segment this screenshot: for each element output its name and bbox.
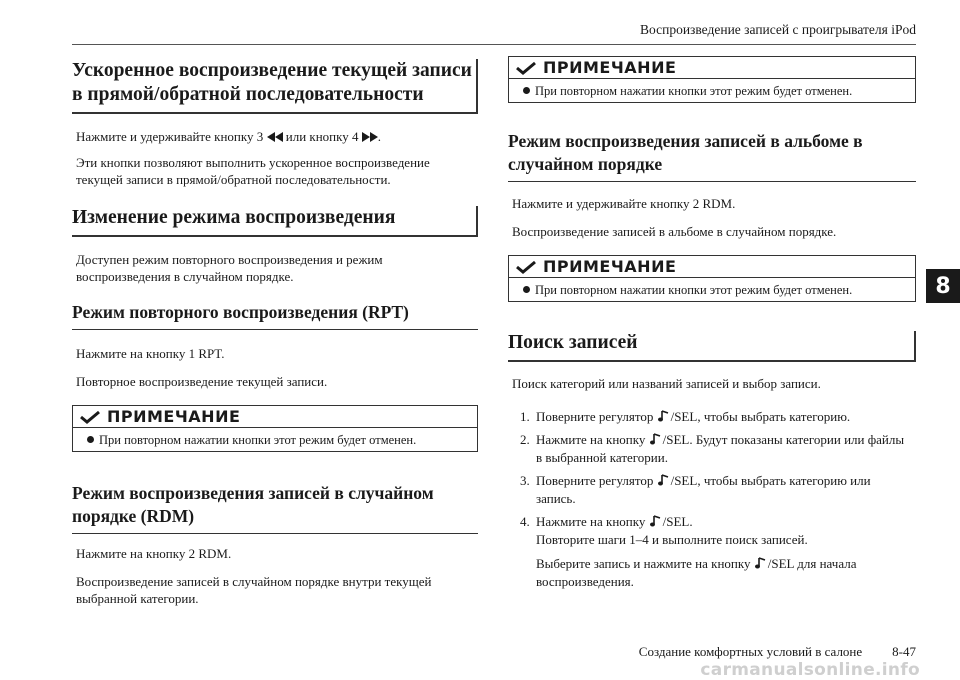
list-item [520, 472, 905, 508]
text-fragment: или кнопку 4 [285, 129, 359, 144]
paragraph-album-random-2: Воспроизведение записей в альбоме в случайном порядке. [512, 224, 837, 239]
step-text: Нажмите на кнопку [536, 432, 646, 447]
section-title-random: Режим воспроизведения записей в случайном порядке (RDM) [72, 482, 478, 534]
music-note-icon [649, 432, 663, 446]
note-title: ПРИМЕЧАНИЕ [543, 58, 677, 77]
step-text: Поверните регулятор [536, 473, 654, 488]
footer-section: Создание комфортных условий в салоне [638, 644, 863, 659]
paragraph-random-2: Воспроизведение записей в случайном порядке внутри текущей выбранной категории. [76, 574, 432, 606]
paragraph-fast-forward-1 [76, 128, 476, 145]
rewind-icon [267, 132, 283, 142]
music-note-icon [649, 514, 663, 528]
step-number: 2. [520, 432, 530, 447]
section-title-repeat: Режим повторного воспроизведения (RPT) [72, 301, 478, 330]
note-text: При повторном нажатии кнопки этот режим будет отменен. [99, 433, 417, 447]
music-note-icon [657, 409, 671, 423]
note-box-right-2 [508, 255, 916, 302]
note-box-right-1 [508, 56, 916, 103]
step-text: /SEL, чтобы выбрать категорию. [670, 409, 851, 424]
note-header [509, 57, 915, 79]
paragraph-repeat-1: Нажмите на кнопку 1 RPT. [76, 346, 225, 361]
header-rule [72, 44, 916, 45]
step-text: Нажмите на кнопку [536, 514, 646, 529]
note-title: ПРИМЕЧАНИЕ [543, 257, 677, 276]
step-text: Поверните регулятор [536, 409, 654, 424]
paragraph-random-1: Нажмите на кнопку 2 RDM. [76, 546, 232, 561]
step-text: /SEL для начала воспроизведения. [536, 556, 857, 589]
section-title-search: Поиск записей [508, 331, 916, 362]
section-title-fast-forward: Ускоренное воспроизведение текущей записи в прямой/обратной последовательности [72, 59, 478, 114]
step-text: /SEL, чтобы выбрать категорию или запись. [536, 473, 871, 506]
list-item [520, 408, 905, 426]
list-item [520, 431, 905, 467]
text-fragment: . [377, 129, 382, 144]
step-subparagraph [536, 555, 905, 591]
note-text: При повторном нажатии кнопки этот режим будет отменен. [535, 283, 853, 297]
checkmark-icon [79, 410, 101, 424]
step-number: 4. [520, 514, 530, 529]
bullet-icon [523, 87, 530, 94]
note-body [73, 428, 477, 452]
music-note-icon [754, 556, 768, 570]
paragraph-album-random-1: Нажмите и удерживайте кнопку 2 RDM. [512, 196, 736, 211]
note-box-repeat [72, 405, 478, 452]
paragraph-repeat-2: Повторное воспроизведение текущей записи. [76, 374, 328, 389]
paragraph-search: Поиск категорий или названий записей и выбор записи. [512, 376, 821, 391]
list-item [520, 513, 905, 591]
step-text: /SEL. Будут показаны категории или файлы в выбранной категории. [536, 432, 905, 465]
note-text: При повторном нажатии кнопки этот режим будет отменен. [535, 84, 853, 98]
note-header [509, 256, 915, 278]
chapter-tab: 8 [926, 269, 960, 303]
note-title: ПРИМЕЧАНИЕ [107, 407, 241, 426]
section-title-album-random: Режим воспроизведения записей в альбоме в случайном порядке [508, 130, 916, 182]
step-text: Повторите шаги 1–4 и выполните поиск записей. [536, 532, 808, 547]
paragraph-fast-forward-2: Эти кнопки позволяют выполнить ускоренное воспроизведение текущей записи в прямой/обратной последовательности. [76, 155, 430, 187]
note-body [509, 278, 915, 302]
step-text: Выберите запись и нажмите на кнопку [536, 556, 751, 571]
bullet-icon [87, 436, 94, 443]
watermark: carmanualsonline.info [700, 660, 920, 680]
footer [639, 644, 916, 660]
note-body [509, 79, 915, 103]
text-fragment: Нажмите и удерживайте кнопку 3 [76, 129, 264, 144]
note-header [73, 406, 477, 428]
page-number: 8-47 [892, 644, 916, 659]
step-number: 3. [520, 473, 530, 488]
step-text: /SEL. [662, 514, 693, 529]
music-note-icon [657, 473, 671, 487]
paragraph-play-mode: Доступен режим повторного воспроизведения и режим воспроизведения в случайном порядке. [76, 252, 383, 284]
fast-forward-icon [362, 132, 378, 142]
bullet-icon [523, 286, 530, 293]
step-number: 1. [520, 409, 530, 424]
search-steps-list [520, 408, 905, 596]
checkmark-icon [515, 61, 537, 75]
section-title-play-mode: Изменение режима воспроизведения [72, 206, 478, 237]
running-header: Воспроизведение записей с проигрывателя iPod [640, 22, 916, 37]
checkmark-icon [515, 260, 537, 274]
